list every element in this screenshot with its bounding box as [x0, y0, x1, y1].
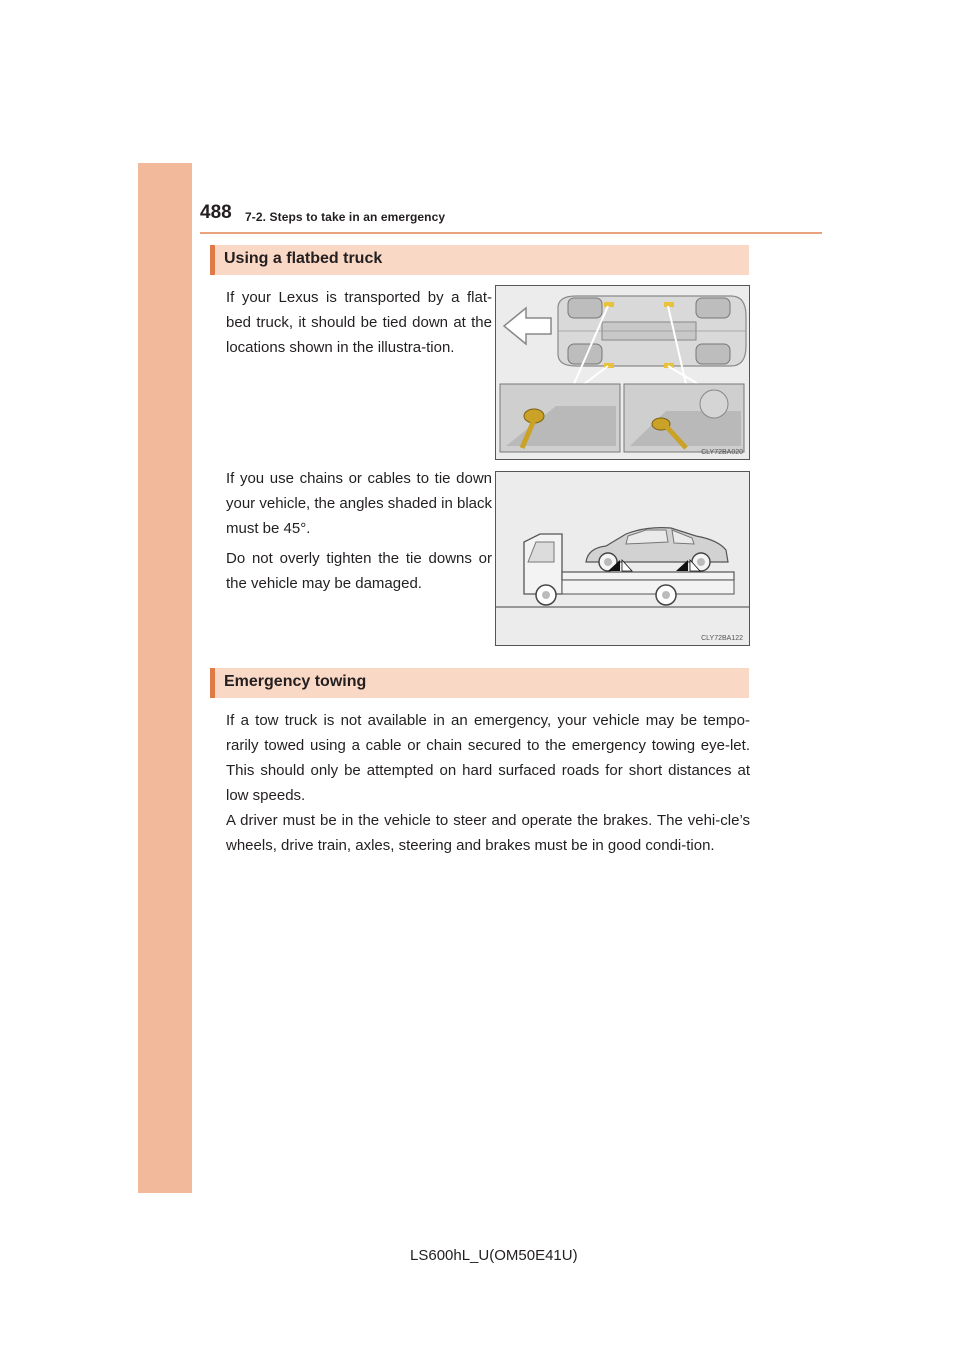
figure-code: CLY72BA020 — [701, 449, 743, 456]
flatbed-paragraph-1: If your Lexus is transported by a flat-bed truck, it should be tied down at the locations shown in the illustra-tion. — [226, 289, 492, 356]
towing-paragraph-1: If a tow truck is not available in an emergency, your vehicle may be tempo-rarily towed using a cable or chain secured to the emergency towing eye-let. This should only be attempted on hard surfaced roads for short distances at low speeds. — [226, 712, 750, 804]
section-title-towing: Emergency towing — [224, 673, 367, 690]
figure-code: CLY72BA122 — [701, 635, 743, 642]
tie-down-locations-figure — [495, 285, 750, 460]
flatbed-paragraph-2: If you use chains or cables to tie down your vehicle, the angles shaded in black must be 45°. — [226, 470, 493, 537]
flatbed-truck-figure — [495, 471, 750, 646]
truck-bed — [562, 572, 734, 580]
running-head: 7-2. Steps to take in an emergency — [245, 210, 446, 224]
tie-down-point-marker — [604, 302, 614, 307]
chapter-side-tab — [138, 163, 192, 1193]
section-heading-towing — [210, 668, 749, 698]
flatbed-paragraph-3: Do not overly tighten the tie downs or the vehicle may be damaged. — [226, 550, 492, 592]
page-number: 488 — [200, 202, 232, 223]
section-heading-flatbed — [210, 245, 749, 275]
section-title-flatbed: Using a flatbed truck — [224, 250, 383, 267]
towing-paragraph-2: A driver must be in the vehicle to steer and operate the brakes. The vehi-cle’s wheels, drive train, axles, steering and brakes must be in good condi-tion. — [226, 812, 750, 854]
flatbed-truck-illustration — [496, 472, 749, 645]
tie-down-illustration — [496, 286, 749, 459]
footer-model-code: LS600hL_U(OM50E41U) — [410, 1247, 578, 1264]
header-rule — [200, 232, 822, 234]
